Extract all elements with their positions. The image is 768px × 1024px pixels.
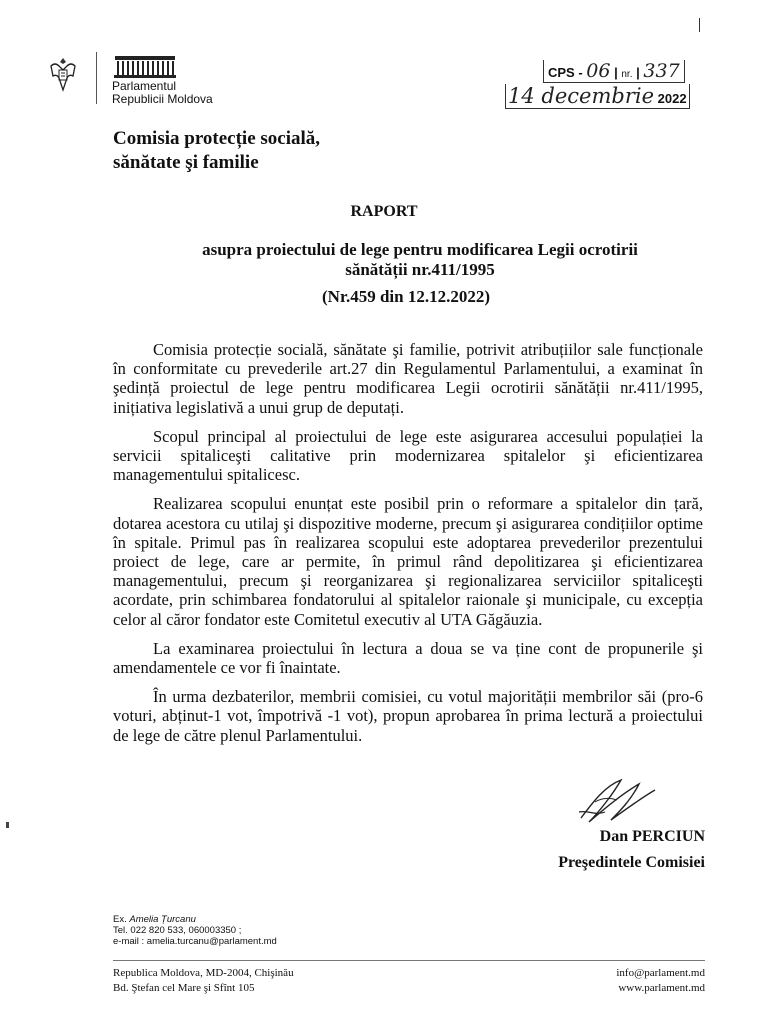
commission-name — [113, 127, 320, 175]
commission-line2: sănătate şi familie — [113, 152, 259, 173]
address-line2: Bd. Ştefan cel Mare şi Sfînt 105 — [113, 982, 255, 994]
executor-label: Ex. — [113, 914, 127, 925]
header-divider — [96, 52, 97, 104]
footer-email[interactable]: info@parlament.md — [616, 967, 705, 979]
date-handwritten: 14 decembrie — [508, 84, 654, 108]
parliament-building-icon — [114, 55, 176, 79]
executor-contact — [113, 914, 277, 947]
institution-line1: Parlamentul — [112, 79, 177, 93]
executor-phone: Tel. 022 820 533, 060003350 ; — [113, 925, 242, 936]
address-line1: Republica Moldova, MD-2004, Chişinău — [113, 967, 294, 979]
reg-prefix: CPS - — [548, 65, 583, 80]
coat-of-arms-icon — [48, 56, 78, 94]
paragraph-2: Scopul principal al proiectului de lege este asigurarea accesului populației la servicii spitaliceşti calitative prin modernizarea spitalelor şi eficientizarea managementului spitalicesc. — [113, 426, 703, 485]
executor-name: Amelia Țurcanu — [129, 914, 196, 925]
signer-block — [460, 824, 705, 876]
reg-nr-handwritten: 337 — [643, 60, 680, 82]
registration-date — [505, 84, 690, 109]
commission-line1: Comisia protecție socială, — [113, 128, 321, 149]
reg-divider-2: | — [636, 65, 640, 80]
report-subject — [120, 240, 720, 280]
date-box — [505, 84, 690, 109]
scan-mark — [699, 18, 700, 32]
signer-name: Dan PERCIUN — [599, 828, 705, 845]
footer-divider — [113, 960, 705, 961]
footer-website[interactable]: www.parlament.md — [618, 982, 705, 994]
institution-line2: Republicii Moldova — [112, 92, 213, 106]
subject-line1: asupra proiectului de lege pentru modificarea Legii ocrotirii — [202, 240, 638, 259]
reg-nr-label: nr. — [621, 69, 633, 80]
report-title: RAPORT — [350, 203, 418, 220]
executor-line — [113, 914, 277, 925]
paragraph-4: La examinarea proiectului în lectura a doua se va ține cont de propunerile şi amendamentele ce vor fi înaintate. — [113, 638, 703, 678]
registration-box — [543, 60, 685, 83]
footer-address — [113, 966, 294, 996]
footer-links — [520, 966, 705, 996]
report-body — [113, 340, 703, 755]
date-year: 2022 — [657, 91, 687, 106]
paragraph-3: Realizarea scopului enunțat este posibil prin o reformare a spitalelor din țară, dotarea acestora cu utilaj şi dispozitive moderne, precum şi asigurarea condițiilor optime în spitale. Primul pas în realizarea scopului este adoptarea prevederilor prezentului proiect de lege, care ar permite, în primul rând depolitizarea şi eficientizarea managementului, precum şi reorganizarea şi regionalizarea serviciilor spitaliceşti acordate, prin schimbarea fondatorului al spitalelor raionale şi municipale, cu excepția celor al căror fondator este Comitetul executiv al UTA Găgăuzia. — [113, 494, 703, 629]
subject-line2: sănătății nr.411/1995 — [345, 260, 495, 279]
signer-position: Preşedintele Comisiei — [558, 854, 705, 871]
report-number: (Nr.459 din 12.12.2022) — [322, 287, 490, 306]
reg-code-handwritten: 06 — [586, 60, 611, 82]
margin-mark — [6, 822, 9, 828]
paragraph-1: Comisia protecție socială, sănătate şi familie, potrivit atribuțiilor sale funcționale în conformitate cu prevederile art.27 din Regulamentul Parlamentului, a examinat în şedință proiectul de lege pentru modificarea Legii ocrotirii sănătății nr.411/1995, inițiativa legislativă a unui grup de deputați. — [113, 340, 703, 417]
reg-divider: | — [614, 65, 618, 80]
institution-name — [112, 80, 213, 106]
executor-email[interactable]: e-mail : amelia.turcanu@parlament.md — [113, 936, 277, 947]
paragraph-5: În urma dezbaterilor, membrii comisiei, cu votul majorității membrilor săi (pro-6 voturi, abținut-1 vot, împotrivă -1 vot), propun aprobarea în prima lectură a proiectului de lege de către plenul Parlamentului. — [113, 687, 703, 745]
handwritten-signature-icon — [575, 772, 660, 827]
registration-number — [543, 60, 685, 83]
